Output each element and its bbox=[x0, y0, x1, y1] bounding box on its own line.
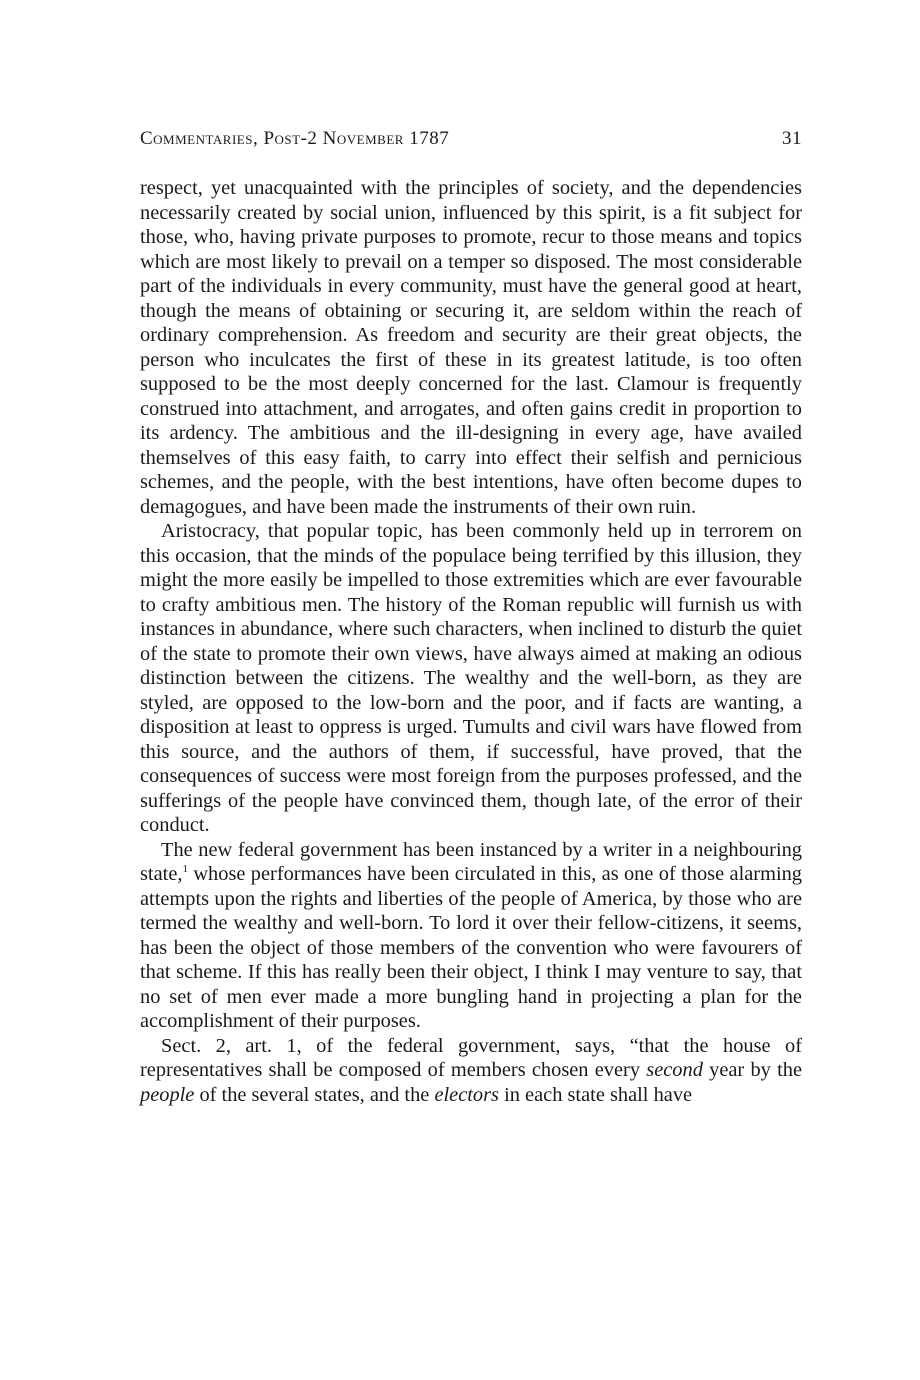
body-text bbox=[140, 176, 802, 1107]
text-run: year by the bbox=[702, 1059, 802, 1081]
footnote-reference[interactable]: 1 bbox=[182, 863, 188, 876]
italic-word: people bbox=[140, 1083, 195, 1106]
italic-word: second bbox=[646, 1059, 703, 1081]
italic-word: electors bbox=[434, 1083, 499, 1106]
page-number: 31 bbox=[782, 128, 802, 149]
text-run: of the several states, and the bbox=[194, 1083, 435, 1106]
page bbox=[140, 0, 802, 1380]
running-head bbox=[140, 128, 802, 156]
text-run: in each state shall have bbox=[499, 1083, 693, 1106]
text-run: Sect. 2, art. 1, of the federal government, says, “that the house of representatives shall be composed of members chosen every bbox=[140, 1034, 802, 1081]
running-title: Commentaries, Post-2 November 1787 bbox=[140, 128, 450, 149]
text-run: The new federal government has been instanced by a writer in a neighbouring state, bbox=[140, 838, 802, 885]
paragraph-sect-2 bbox=[140, 1034, 802, 1108]
text-run: whose performances have been circulated in this, as one of those alarming attempts upon the rights and liberties of the people of America, by those who are termed the wealthy and well-born. To lord it over their fellow-citizens, it seems, has been the object of those members of the convention who were favourers of that scheme. If this has really been their object, I think I may venture to say, that no set of men ever made a more bungling hand in projecting a plan for the accomplishment of their purposes. bbox=[140, 863, 802, 1032]
paragraph-federal-government bbox=[140, 838, 802, 1034]
paragraph-continued: respect, yet unacquainted with the principles of society, and the dependencies necessarily created by social union, influenced by this spirit, is a fit subject for those, who, having private purposes to promote, recur to those means and topics which are most likely to prevail on a temper so disposed. The most considerable part of the individuals in every community, must have the general good at heart, though the means of obtaining or securing it, are seldom within the reach of ordinary comprehension. As freedom and security are their great objects, the person who inculcates the first of these in its greatest latitude, is too often supposed to be the most deeply concerned for the last. Clamour is frequently construed into attachment, and arrogates, and often gains credit in proportion to its ardency. The ambitious and the ill-designing in every age, have availed themselves of this easy faith, to carry into effect their selfish and pernicious schemes, and the people, with the best intentions, have often become dupes to demagogues, and have been made the instruments of their own ruin. bbox=[140, 177, 802, 518]
paragraph-aristocracy: Aristocracy, that popular topic, has been commonly held up in terrorem on this occasion, that the minds of the populace being terrified by this illusion, they might the more easily be impelled to those extremities which are ever favourable to crafty ambitious men. The history of the Roman republic will furnish us with instances in abundance, where such characters, when inclined to disturb the quiet of the state to promote their own views, have always aimed at making an odious distinction between the citizens. The wealthy and the well-born, as they are styled, are opposed to the low-born and the poor, and if facts are wanting, a disposition at least to oppress is urged. Tumults and civil wars have flowed from this source, and the authors of them, if successful, have proved, that the consequences of success were most foreign from the purposes professed, and the sufferings of the people have convinced them, though late, of the error of their conduct. bbox=[140, 520, 802, 836]
